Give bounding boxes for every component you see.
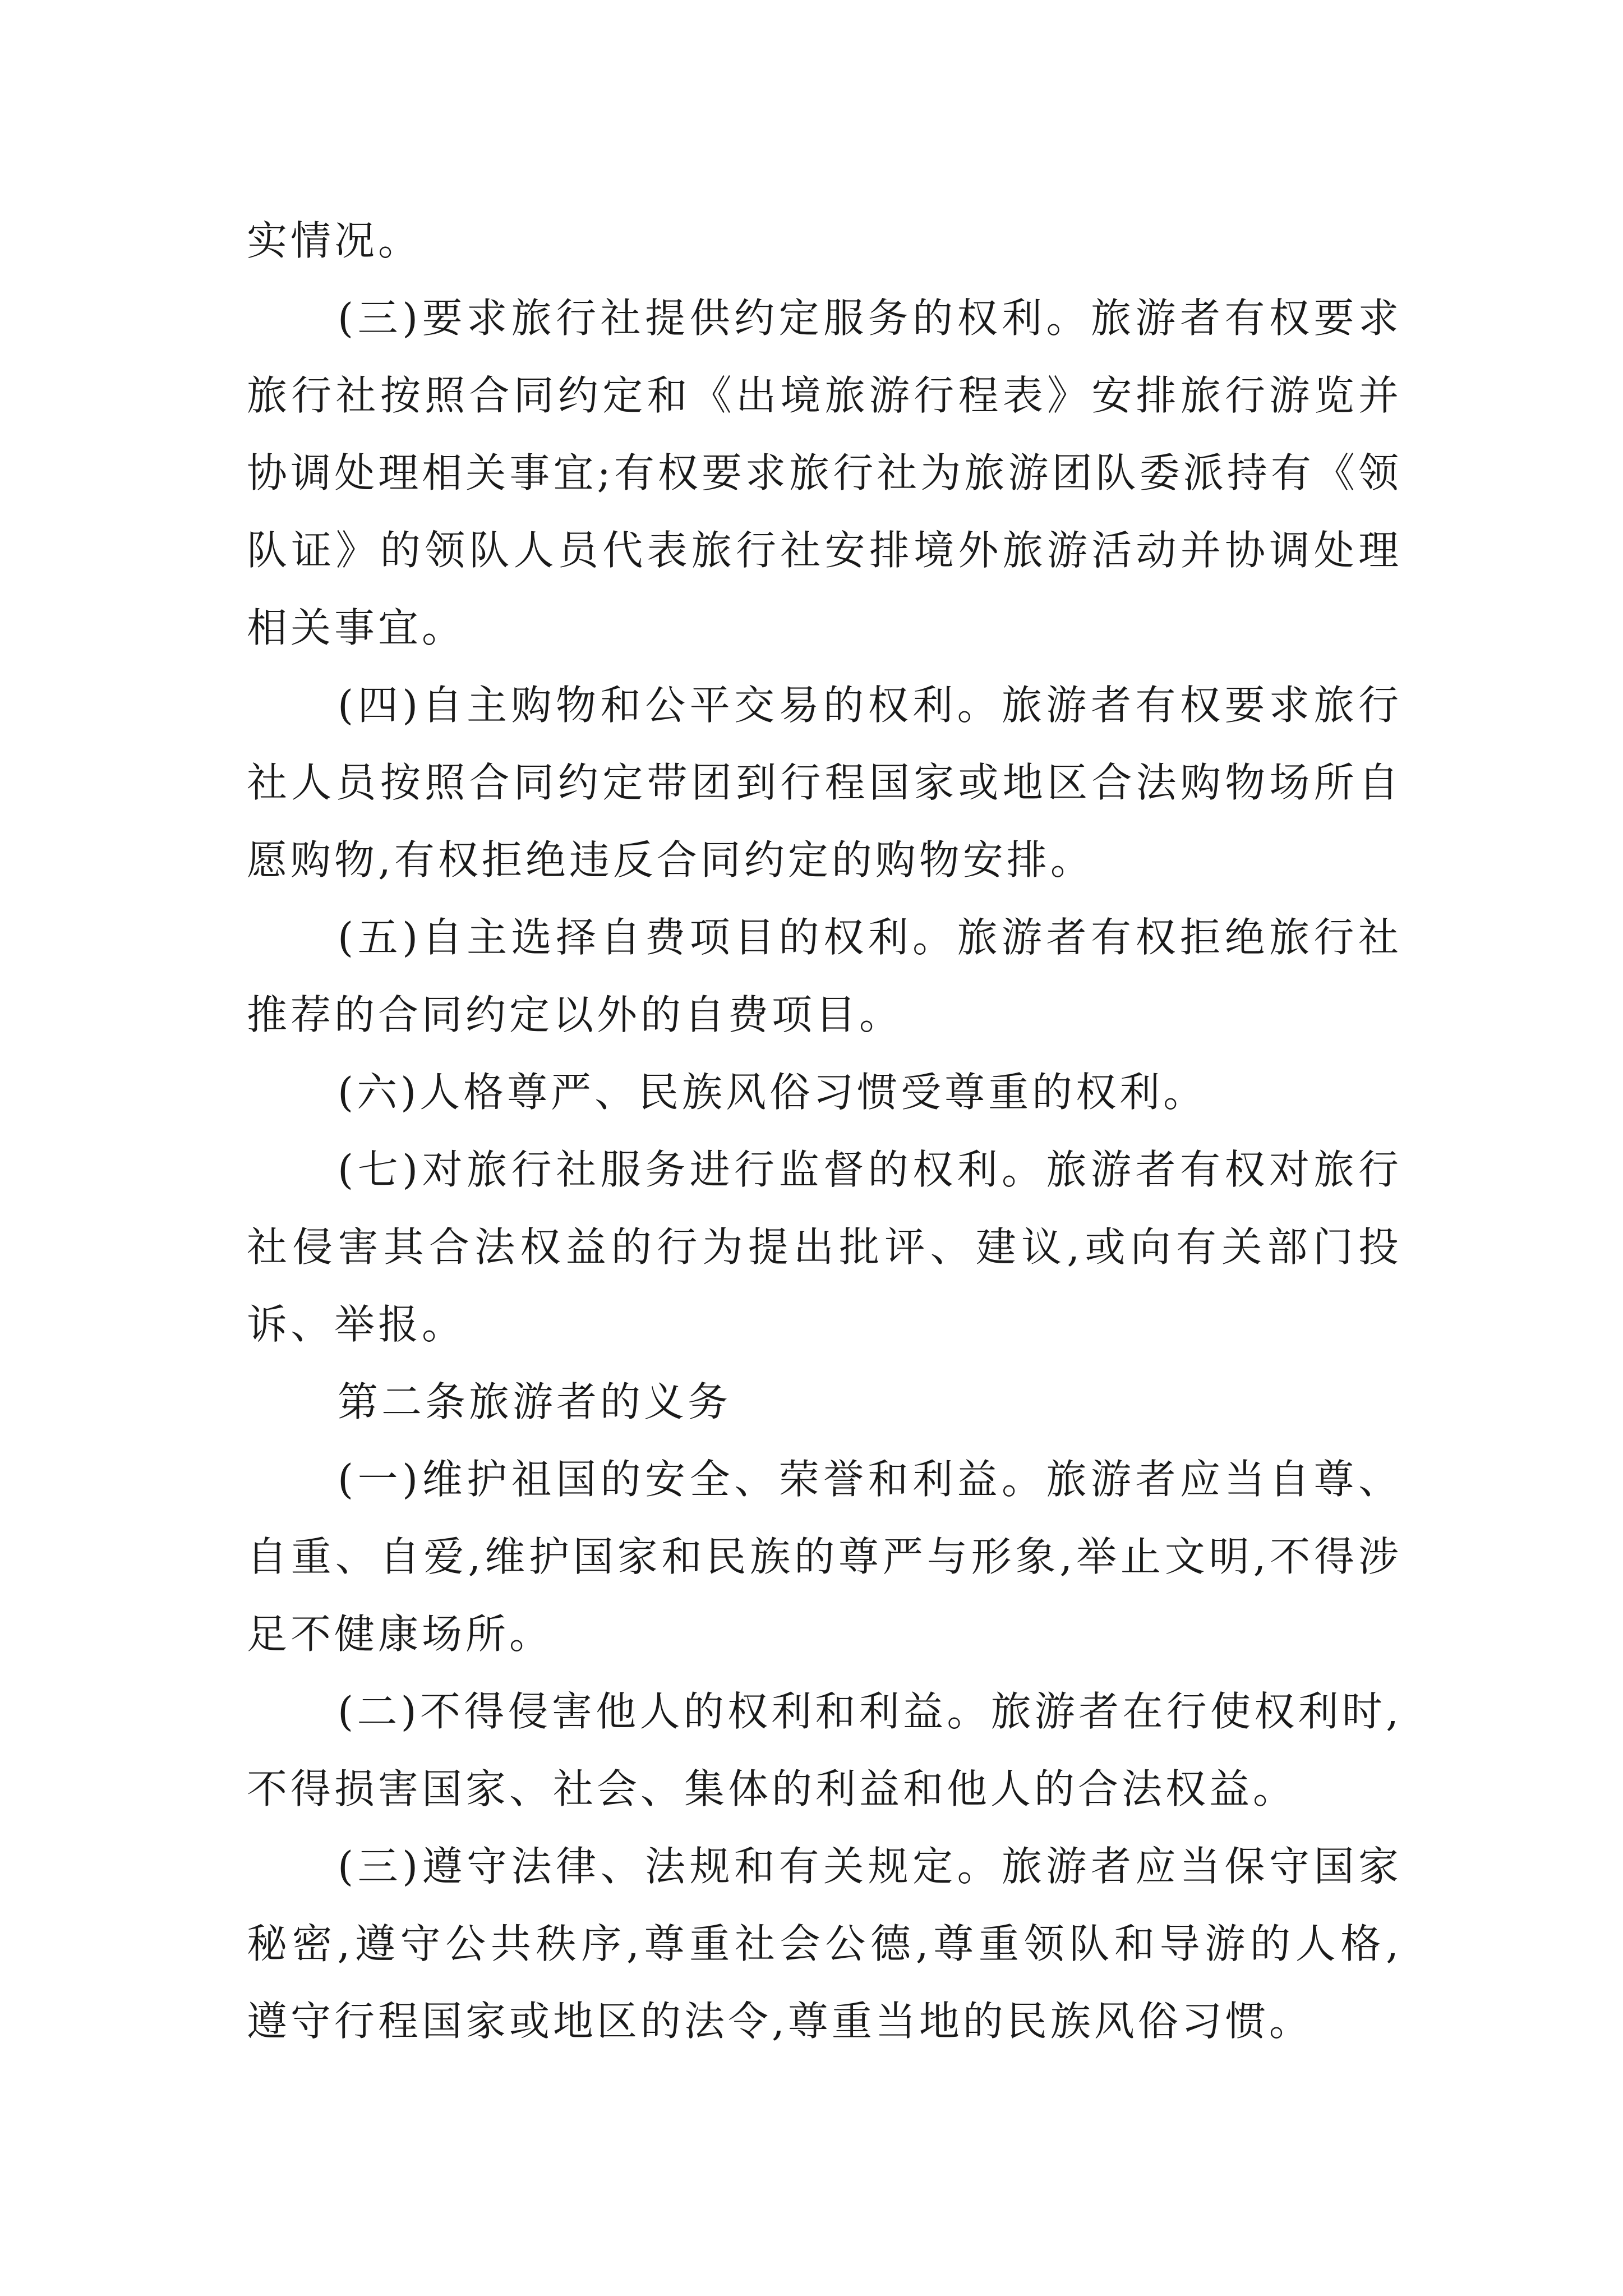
paragraph-right-5: (五)自主选择自费项目的权利。旅游者有权拒绝旅行社推荐的合同约定以外的自费项目。 xyxy=(247,914,1402,1038)
paragraph-duty-2: (二)不得侵害他人的权利和利益。旅游者在行使权利时,不得损害国家、社会、集体的利益和他人的合法权益。 xyxy=(247,1688,1402,1812)
paragraph-right-4: (四)自主购物和公平交易的权利。旅游者有权要求旅行社人员按照合同约定带团到行程国家或地区合法购物场所自愿购物,有权拒绝违反合同约定的购物安排。 xyxy=(247,682,1402,884)
paragraph-right-7: (七)对旅行社服务进行监督的权利。旅游者有权对旅行社侵害其合法权益的行为提出批评、建议,或向有关部门投诉、举报。 xyxy=(247,1146,1402,1348)
paragraph-right-6: (六)人格尊严、民族风俗习惯受尊重的权利。 xyxy=(338,1069,1207,1116)
paragraph-duty-3: (三)遵守法律、法规和有关规定。旅游者应当保守国家秘密,遵守公共秩序,尊重社会公德,尊重领队和导游的人格,遵守行程国家或地区的法令,尊重当地的民族风俗习惯。 xyxy=(247,1843,1402,2045)
paragraph-right-3: (三)要求旅行社提供约定服务的权利。旅游者有权要求旅行社按照合同约定和《出境旅游行程表》安排旅行游览并协调处理相关事宜;有权要求旅行社为旅游团队委派持有《领队证》的领队人员代表旅行社安排境外旅游活动并协调处理相关事宜。 xyxy=(247,295,1402,651)
paragraph-continuation: 实情况。 xyxy=(247,217,422,264)
document-body xyxy=(247,202,1402,2060)
article-heading: 第二条旅游者的义务 xyxy=(338,1378,732,1425)
paragraph-duty-1: (一)维护祖国的安全、荣誉和利益。旅游者应当自尊、自重、自爱,维护国家和民族的尊严与形象,举止文明,不得涉足不健康场所。 xyxy=(247,1456,1402,1658)
